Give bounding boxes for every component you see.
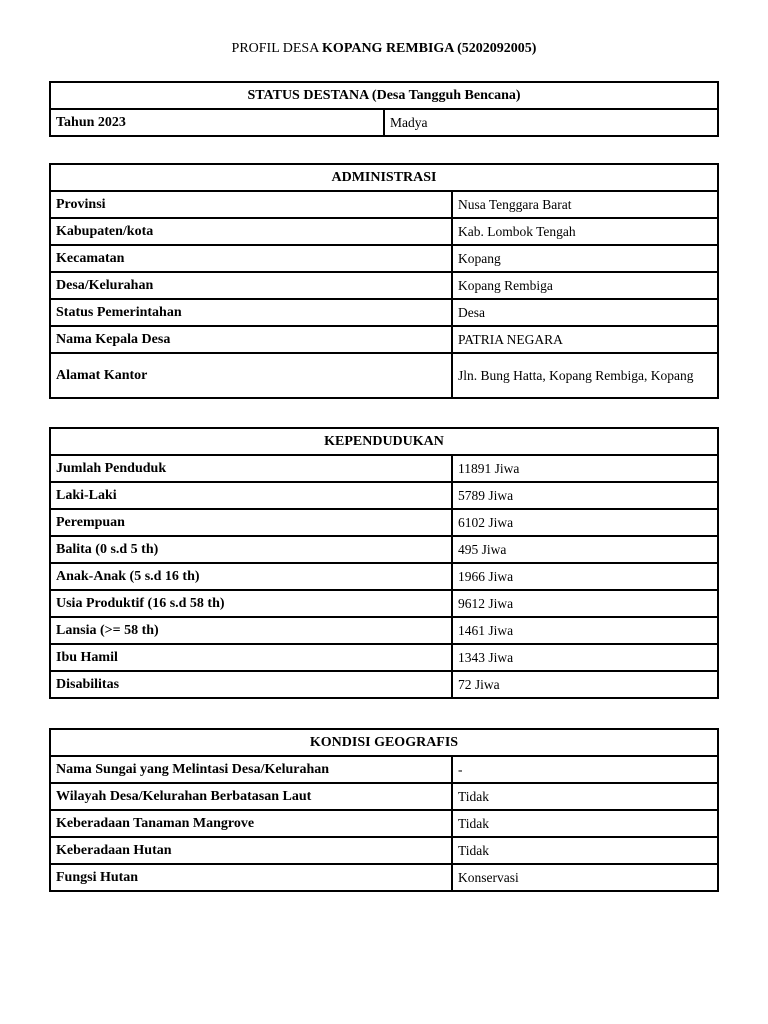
status-destana-header: STATUS DESTANA (Desa Tangguh Bencana)	[50, 82, 718, 109]
row-label: Kabupaten/kota	[50, 218, 452, 245]
row-value: -	[452, 756, 718, 783]
row-value: Madya	[384, 109, 718, 136]
row-label: Keberadaan Hutan	[50, 837, 452, 864]
kependudukan-table	[49, 427, 719, 699]
row-label: Wilayah Desa/Kelurahan Berbatasan Laut	[50, 783, 452, 810]
table-row	[50, 563, 718, 590]
table-row	[50, 617, 718, 644]
row-value: Kopang Rembiga	[452, 272, 718, 299]
table-row	[50, 191, 718, 218]
row-value: 6102 Jiwa	[452, 509, 718, 536]
row-label: Nama Sungai yang Melintasi Desa/Kelurahan	[50, 756, 452, 783]
row-label: Laki-Laki	[50, 482, 452, 509]
kependudukan-header: KEPENDUDUKAN	[50, 428, 718, 455]
administrasi-table	[49, 163, 719, 399]
table-row	[50, 245, 718, 272]
table-row	[50, 455, 718, 482]
row-label: Kecamatan	[50, 245, 452, 272]
row-label: Tahun 2023	[50, 109, 384, 136]
row-label: Disabilitas	[50, 671, 452, 698]
row-value: PATRIA NEGARA	[452, 326, 718, 353]
row-value: 1966 Jiwa	[452, 563, 718, 590]
row-value: Jln. Bung Hatta, Kopang Rembiga, Kopang	[452, 353, 718, 398]
row-value: Desa	[452, 299, 718, 326]
title-prefix: PROFIL DESA	[231, 41, 319, 56]
status-destana-table	[49, 81, 719, 137]
row-value: 1461 Jiwa	[452, 617, 718, 644]
table-row	[50, 671, 718, 698]
row-value: 5789 Jiwa	[452, 482, 718, 509]
table-row	[50, 837, 718, 864]
table-row	[50, 864, 718, 891]
row-value: Tidak	[452, 810, 718, 837]
row-value: Kopang	[452, 245, 718, 272]
table-row	[50, 299, 718, 326]
title-village: KOPANG REMBIGA (5202092005)	[322, 41, 537, 56]
row-label: Lansia (>= 58 th)	[50, 617, 452, 644]
row-value: 11891 Jiwa	[452, 455, 718, 482]
row-value: Tidak	[452, 783, 718, 810]
row-value: 495 Jiwa	[452, 536, 718, 563]
kondisi-geografis-header: KONDISI GEOGRAFIS	[50, 729, 718, 756]
row-label: Provinsi	[50, 191, 452, 218]
table-row	[50, 109, 718, 136]
document-title	[0, 41, 768, 57]
kondisi-geografis-table	[49, 728, 719, 892]
row-value: Konservasi	[452, 864, 718, 891]
table-row	[50, 810, 718, 837]
table-row	[50, 756, 718, 783]
row-label: Alamat Kantor	[50, 353, 452, 398]
table-row	[50, 783, 718, 810]
row-label: Fungsi Hutan	[50, 864, 452, 891]
row-label: Perempuan	[50, 509, 452, 536]
row-value: 1343 Jiwa	[452, 644, 718, 671]
row-label: Desa/Kelurahan	[50, 272, 452, 299]
table-row	[50, 536, 718, 563]
row-label: Ibu Hamil	[50, 644, 452, 671]
table-row	[50, 482, 718, 509]
table-row	[50, 326, 718, 353]
row-label: Jumlah Penduduk	[50, 455, 452, 482]
table-row	[50, 644, 718, 671]
row-value: 9612 Jiwa	[452, 590, 718, 617]
table-row	[50, 590, 718, 617]
table-row	[50, 272, 718, 299]
row-value: 72 Jiwa	[452, 671, 718, 698]
row-label: Keberadaan Tanaman Mangrove	[50, 810, 452, 837]
row-label: Usia Produktif (16 s.d 58 th)	[50, 590, 452, 617]
table-row	[50, 218, 718, 245]
row-label: Balita (0 s.d 5 th)	[50, 536, 452, 563]
row-value: Nusa Tenggara Barat	[452, 191, 718, 218]
row-label: Nama Kepala Desa	[50, 326, 452, 353]
table-row	[50, 509, 718, 536]
row-value: Tidak	[452, 837, 718, 864]
table-row	[50, 353, 718, 398]
row-value: Kab. Lombok Tengah	[452, 218, 718, 245]
administrasi-header: ADMINISTRASI	[50, 164, 718, 191]
row-label: Status Pemerintahan	[50, 299, 452, 326]
row-label: Anak-Anak (5 s.d 16 th)	[50, 563, 452, 590]
